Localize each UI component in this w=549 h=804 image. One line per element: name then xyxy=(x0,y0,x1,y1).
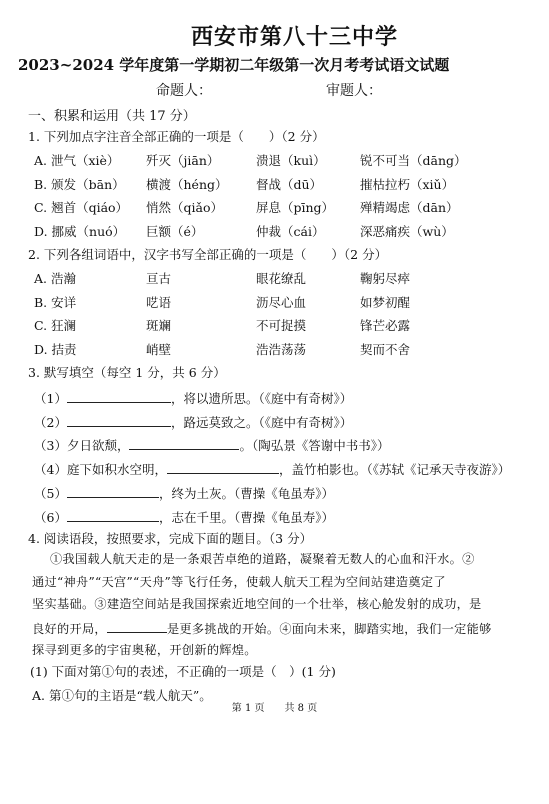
q3-item-suffix: ，志在千里。（曹操《龟虽寿》） xyxy=(158,509,334,525)
q3-item-2 xyxy=(34,415,352,430)
q2-option-row-3-col-3: 不可捉摸 xyxy=(256,318,307,333)
exam-title: 2023~2024 学年度第一学期初二年级第一次月考考试语文试题 xyxy=(18,56,450,74)
q2-option-row-4-col-4: 契而不舍 xyxy=(360,341,411,357)
q2-option-row-1-col-2: 亘古 xyxy=(146,271,172,286)
q2-option-row-3-col-2: 斑斓 xyxy=(146,318,172,333)
q1-option-row-3-col-2: 悄然（qiǎo） xyxy=(146,200,223,215)
q3-item-suffix: ，路远莫致之。（《庭中有奇树》） xyxy=(170,414,353,430)
passage-line-2: 通过“神舟”“天宫”“天舟”等飞行任务，使载人航天工程为空间站建造奠定了 xyxy=(32,575,446,589)
q1-option-row-2-col-2: 横渡（héng） xyxy=(146,176,228,192)
q3-answer-blank[interactable] xyxy=(167,462,279,474)
q2-option-row-2-col-3: 沥尽心血 xyxy=(256,294,307,310)
passage-line-4 xyxy=(32,621,492,635)
school-name: 西安市第八十三中学 xyxy=(190,24,398,50)
page-footer: 第 1 页 共 8 页 xyxy=(231,703,318,714)
q2-option-row-1-col-3: 眼花缭乱 xyxy=(256,271,307,286)
q2-option-row-1-col-1: A. 浩瀚 xyxy=(34,271,76,286)
q4-option-a: A. 第①句的主语是“载人航天”。 xyxy=(32,688,212,703)
q2-option-row-4-col-2: 峭壁 xyxy=(146,341,172,357)
passage-line-4-start: 良好的开局， xyxy=(32,622,107,636)
q3-answer-blank[interactable] xyxy=(129,438,239,450)
q1-option-row-4-col-1: D. 挪威（nuó） xyxy=(34,223,126,239)
q3-item-prefix: （6） xyxy=(34,509,67,525)
q3-answer-blank[interactable] xyxy=(67,391,171,403)
q2-option-row-4-col-1: D. 拮责 xyxy=(34,341,77,357)
section-heading: 一、积累和运用（共 17 分） xyxy=(28,109,196,124)
q1-option-row-1-col-1: A. 泄气（xiè） xyxy=(34,153,120,168)
q3-item-suffix: ，盖竹柏影也。（《苏轼《记承天寺夜游》） xyxy=(278,462,511,478)
q1-option-row-4-col-2: 巨额（é） xyxy=(146,223,204,239)
q1-option-row-1-col-2: 歼灭（jiān） xyxy=(146,153,220,168)
q3-item-5 xyxy=(34,486,334,501)
q2-option-row-4-col-3: 浩浩荡荡 xyxy=(256,341,307,357)
q3-item-prefix: （2） xyxy=(34,414,67,430)
q1-stem: 1. 下列加点字注音全部正确的一项是（ ）（2 分） xyxy=(28,129,325,144)
q1-option-row-4-col-4: 深恶痛疾（wù） xyxy=(360,223,454,239)
q1-option-row-2-col-3: 督战（dū） xyxy=(256,176,323,192)
q3-item-suffix: ，终为土灰。（曹操《龟虽寿》） xyxy=(158,485,334,501)
q2-option-row-2-col-4: 如梦初醒 xyxy=(360,294,411,310)
passage-line-1: ①我国载人航天走的是一条艰苦卓绝的道路，凝聚着无数人的心血和汗水。② xyxy=(50,552,475,566)
q3-item-prefix: （5） xyxy=(34,485,67,501)
q1-option-row-2-col-1: B. 颁发（bān） xyxy=(34,176,125,192)
q3-item-suffix: 。（陶弘景《答谢中书书》） xyxy=(239,438,390,454)
q3-item-1 xyxy=(34,391,352,406)
q3-item-prefix: （3）夕日欲颓， xyxy=(34,438,130,454)
q3-item-suffix: ，将以遗所思。（《庭中有奇树》） xyxy=(170,391,353,406)
q3-item-prefix: （1） xyxy=(34,391,67,406)
passage-line-4-end: 是更多挑战的开始。④面向未来，脚踏实地，我们一定能够 xyxy=(166,622,492,636)
q2-option-row-2-col-2: 呓语 xyxy=(146,294,172,310)
q3-item-3 xyxy=(34,438,389,453)
passage-line-5: 探寻到更多的宇宙奥秘，开创新的辉煌。 xyxy=(32,643,257,657)
q2-option-row-3-col-1: C. 狂澜 xyxy=(34,318,77,333)
q4-sub1: (1) 下面对第①句的表述，不正确的一项是（ ）(1 分) xyxy=(30,664,336,679)
q1-option-row-3-col-1: C. 翘首（qiáo） xyxy=(34,200,129,215)
q1-option-row-2-col-4: 摧枯拉朽（xiǔ） xyxy=(360,176,455,192)
passage-line-3: 坚实基础。③建造空间站是我国探索近地空间的一个壮举，核心舱发射的成功，是 xyxy=(32,597,482,611)
q1-option-row-1-col-3: 溃退（kuì） xyxy=(256,153,326,168)
q4-stem: 4. 阅读语段，按照要求，完成下面的题目。（3 分） xyxy=(28,531,313,546)
q2-option-row-1-col-4: 鞠躬尽瘁 xyxy=(360,271,411,286)
reviewer-label: 审题人： xyxy=(326,83,382,99)
q3-answer-blank[interactable] xyxy=(67,415,171,427)
q1-option-row-1-col-4: 锐不可当（dāng） xyxy=(360,153,467,168)
q3-item-4 xyxy=(34,462,510,477)
proposer-label: 命题人： xyxy=(156,83,212,99)
q3-stem: 3. 默写填空（每空 1 分，共 6 分） xyxy=(28,365,226,380)
q1-option-row-4-col-3: 仲裁（cái） xyxy=(256,223,325,239)
q2-option-row-2-col-1: B. 安详 xyxy=(34,294,77,310)
q1-option-row-3-col-4: 殚精竭虑（dān） xyxy=(360,200,459,215)
q3-answer-blank[interactable] xyxy=(67,510,159,522)
q3-item-6 xyxy=(34,510,334,525)
q3-item-prefix: （4）庭下如积水空明， xyxy=(34,462,167,478)
q1-option-row-3-col-3: 屏息（pīng） xyxy=(256,200,335,215)
q3-answer-blank[interactable] xyxy=(67,486,159,498)
q2-option-row-3-col-4: 锋芒必露 xyxy=(360,318,411,333)
q2-stem: 2. 下列各组词语中，汉字书写全部正确的一项是（ ）（2 分） xyxy=(28,247,388,262)
passage-blank[interactable] xyxy=(107,621,167,633)
